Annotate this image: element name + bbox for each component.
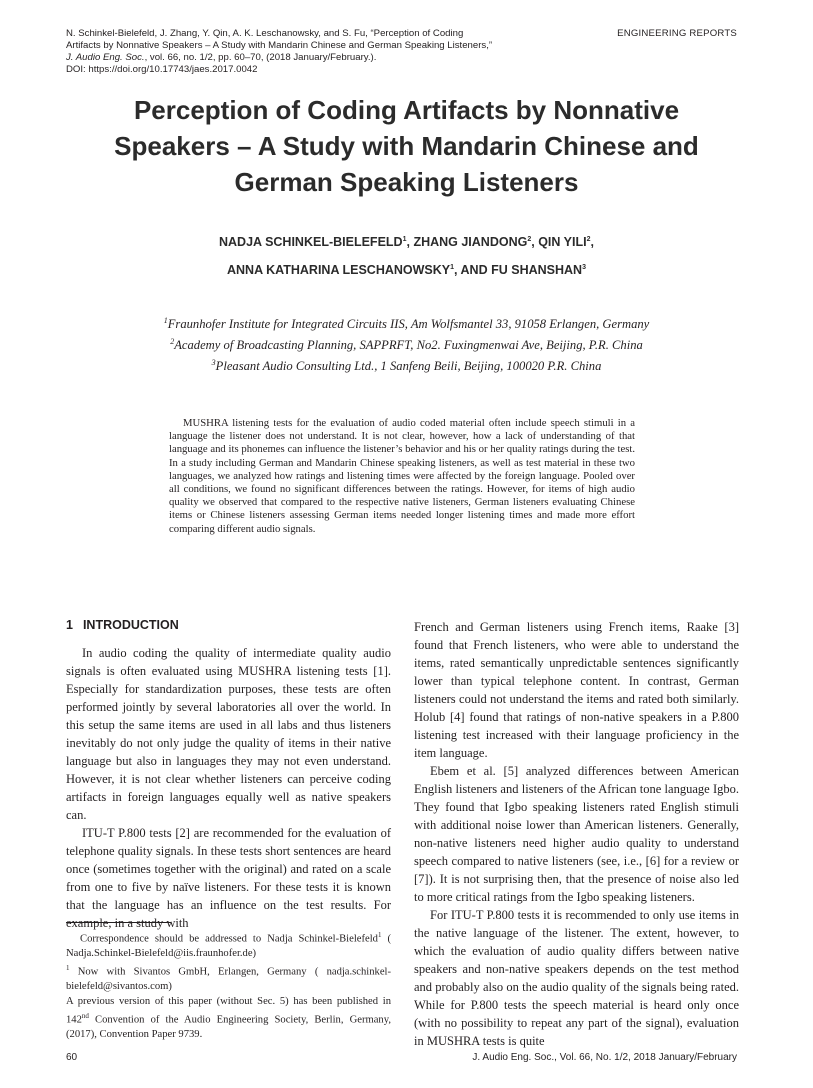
author-name: ZHANG JIANDONG [413,235,528,249]
abstract: MUSHRA listening tests for the evaluation of audio coded material often include speech stimuli in a language the listener does not understand. It is not clear, however, how a lack of understanding of that language and its phonemes can influence the listener’s behavior and his or her quality ratings during the test. In a study including German and Mandarin Chinese speaking listeners, as well as test material in these two languages, we analyzed how ratings and listening times were affected by the foreign language. Pooled over all conditions, we found no significant differences between the ratings. However, for items of high audio quality we observed that compared to the respective native listeners, German listeners evaluating Chinese items or Chinese listeners assessing German items needed longer listening times and made more effort comparing different audio signals. [169,417,635,535]
right-column [414,618,739,1050]
affiliation-sup: 2 [170,337,175,347]
author-affil-sup: 1 [402,235,407,243]
left-column [66,616,391,932]
author-name: ANNA KATHARINA LESCHANOWSKY [227,263,451,277]
correspondence-note [66,928,391,961]
paragraph: ITU-T P.800 tests [2] are recommended for the evaluation of telephone quality signals. In these tests short sentences are heard once (sometimes together with the original) and rated on a scale from one to five by naïve listeners. For these tests it is known that the language has an influence on the test results. For example, in a study with [66,826,391,930]
author-name: NADJA SCHINKEL-BIELEFELD [219,235,403,249]
author-line [40,235,773,249]
footnote-text: Convention of the Audio Engineering Society, Berlin, Germany,(2017), Convention Paper 9739. [66,1014,391,1041]
page-number: 60 [66,1052,78,1063]
footnote-sup: 1 [377,931,382,939]
affiliation [40,312,773,333]
author-name: FU SHANSHAN [491,263,583,277]
section-number: 1 [66,618,73,632]
title-line: German Speaking Listeners [234,167,579,197]
citation-line [66,52,586,64]
author-line [40,263,773,277]
author-name: QIN YILI [538,235,587,249]
section-title: INTRODUCTION [82,618,179,632]
affiliations [40,312,773,376]
paragraph: French and German listeners using French items, Raake [3] found that French listeners, who were able to understand the items, rated semantically unpredictable sentences significantly lower than typical telephone content. In contrast, German listeners could not understand the items and rated both similarly. Holub [4] found that ratings of non-native speakers in a P.800 listening test increased with their language proficiency in the item language. [414,620,739,760]
affiliation-text: Academy of Broadcasting Planning, SAPPRFT, No2. Fuxingmenwai Ave, Beijing, P.R. China [174,338,643,353]
paragraph: For ITU-T P.800 tests it is recommended to only use items in the native language of the listener. The extent, however, to which the evaluation of audio quality differs between native speakers and non-native speakers depends on the test method and probably also on the audio quality of the signals being rated. While for P.800 tests the speech material is heard only once (with no possibility to repeat any part of the signal), evaluation in MUSHRA tests is quite [414,908,739,1048]
author-affil-sup: 1 [450,263,455,271]
previous-version-note [66,995,391,1043]
paper-title [40,92,773,200]
footnote-sup: nd [81,1012,89,1021]
footer-journal-info: J. Audio Eng. Soc., Vol. 66, No. 1/2, 2018 January/February [472,1052,737,1063]
author-affil-sup: 2 [527,235,532,243]
citation-line: N. Schinkel-Bielefeld, J. Zhang, Y. Qin, A. K. Leschanowsky, and S. Fu, “Perception of Coding [66,28,464,39]
correspondence-email-link[interactable]: ( Nadja.Schinkel-Bielefeld@iis.fraunhofer.de) [66,933,391,959]
footnote-sup: 1 [66,964,70,973]
affiliation-text: Pleasant Audio Consulting Ltd., 1 Sanfeng Beili, Beijing, 100020 P.R. China [215,359,602,374]
journal-abbrev: J. Audio Eng. Soc. [66,52,145,63]
author-affil-sup: 2 [586,235,591,243]
doi-link[interactable]: DOI: https://doi.org/10.17743/jaes.2017.0042 [66,64,258,75]
author-affil-sup: 3 [582,263,586,271]
citation-volume: , vol. 66, no. 1/2, pp. 60–70, (2018 January/February.). [144,52,377,63]
affiliation-sup: 1 [163,316,168,325]
title-line: Speakers – A Study with Mandarin Chinese and [114,131,699,161]
affiliation-sup: 3 [211,358,216,368]
affiliation-note [66,961,391,994]
title-line: Perception of Coding Artifacts by Nonnative [133,95,680,125]
author-separator: , AND [454,263,492,277]
affiliation-text: Fraunhofer Institute for Integrated Circuits IIS, Am Wolfsmantel 33, 91058 Erlangen, Germany [167,317,650,332]
journal-section-label: ENGINEERING REPORTS [617,28,737,39]
citation-block [66,28,586,76]
footnote-text: Now with Sivantos GmbH, Erlangen, Germany ( nadja.schinkel-bielefeld@sivantos.com) [66,966,391,993]
author-separator: , [590,235,594,249]
author-separator: , [406,235,414,249]
footnotes [66,928,391,1042]
paragraph: In audio coding the quality of intermediate quality audio signals is often evaluated using MUSHRA listening tests [1]. Especially for standardization purposes, these tests are often performed jointly by several laboratories all over the world. In this setup the same items are used in all labs and thus listeners inevitably do not only judge the quality of items in their native language but also in languages they may not even understand. However, it is not clear whether listeners can perceive coding artifacts in foreign languages equally well as native speakers can. [66,646,391,822]
footnote-rule [66,922,171,923]
author-separator: , [531,235,539,249]
citation-line: Artifacts by Nonnative Speakers – A Study with Mandarin Chinese and German Speaking Listeners,” [66,40,493,51]
footnote-text: Correspondence should be addressed to Nadja Schinkel-Bielefeld [80,933,378,945]
paragraph: Ebem et al. [5] analyzed differences between American English listeners and listeners of the African tone language Igbo. They found that Igbo speaking listeners rated English stimuli with additional noise lower than American listeners. Generally, non-native listeners need higher audio quality to understand speech compared to native listeners (see, i.e., [6] for a review or [7]). It is not surprising then, that the presence of noise also led to more critical ratings from the Igbo speaking listeners. [414,764,739,904]
footnote-text: A previous version of this paper (without Sec. 5) has been published in 142 [66,995,391,1026]
affiliation [40,354,773,375]
affiliation [40,333,773,354]
section-heading [66,616,391,634]
